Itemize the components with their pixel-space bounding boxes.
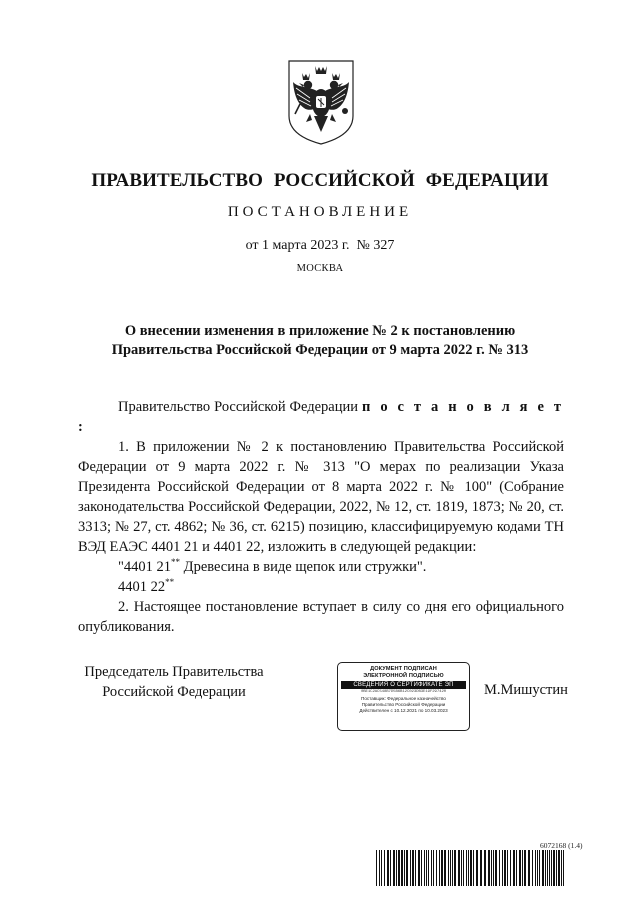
barcode-stripe	[448, 850, 449, 886]
barcode-stripe	[513, 850, 515, 886]
barcode-stripe	[499, 850, 500, 886]
barcode-stripe	[502, 850, 503, 886]
barcode-stripe	[488, 850, 490, 886]
barcode-stripe	[507, 850, 508, 886]
date-number-line	[0, 238, 640, 254]
barcode-stripe	[436, 850, 437, 886]
barcode-stripe	[433, 850, 434, 886]
stamp-title	[338, 666, 469, 680]
barcode-stripe	[524, 850, 526, 886]
barcode-stripe	[415, 850, 416, 886]
electronic-signature-stamp	[337, 662, 470, 731]
barcode-stripe	[381, 850, 382, 886]
stamp-certificate-bar: СВЕДЕНИЯ О СЕРТИФИКАТЕ ЭП	[341, 681, 466, 689]
barcode-stripe	[510, 850, 511, 886]
barcode	[376, 850, 564, 886]
barcode-stripe	[396, 850, 397, 886]
barcode-stripe	[390, 850, 391, 886]
barcode-stripe	[522, 850, 523, 886]
heading-line-1: О внесении изменения в приложение № 2 к постановлению	[124, 323, 516, 339]
barcode-stripe	[418, 850, 420, 886]
barcode-stripe	[542, 850, 544, 886]
barcode-stripe	[476, 850, 478, 886]
paragraph-2: 2. Настоящее постановление вступает в силу со дня его официального опубликования.	[78, 599, 564, 635]
document-type: ПОСТАНОВЛЕНИЕ	[227, 204, 413, 220]
barcode-stripe	[410, 850, 411, 886]
barcode-stripe	[532, 850, 533, 886]
signer-position-line-1: Председатель Правительства	[84, 664, 264, 680]
barcode-stripe	[398, 850, 400, 886]
barcode-stripe	[454, 850, 456, 886]
barcode-stripe	[431, 850, 432, 886]
barcode-stripe	[545, 850, 546, 886]
barcode-stripe	[491, 850, 492, 886]
barcode-stripe	[401, 850, 403, 886]
barcode-stripe	[404, 850, 405, 886]
barcode-stripe	[452, 850, 453, 886]
barcode-stripe	[379, 850, 380, 886]
code-2-footnote-mark: **	[165, 577, 175, 587]
barcode-stripe	[480, 850, 482, 886]
barcode-stripe	[376, 850, 377, 886]
barcode-stripe	[484, 850, 486, 886]
paragraph-1: 1. В приложении № 2 к постановлению Правительства Российской Федерации от 9 марта 2022 г. № 313 "О мерах по реализации Указа Президента Российской Федерации от 8 марта 2022 г. № 100" (Собрание законодательства Российской Федерации, 2022, № 12, ст. 1819, 1873; № 20, ст. 3313; № 27, ст. 4862; № 36, ст. 6215) позицию, классифицируемую кодами ТН ВЭД ЕАЭС 4401 21 и 4401 22, изложить в следующей редакции:	[78, 439, 564, 555]
code-line-2	[78, 577, 564, 597]
barcode-stripe	[563, 850, 564, 886]
barcode-stripe	[421, 850, 422, 886]
barcode-stripe	[406, 850, 408, 886]
barcode-stripe	[495, 850, 497, 886]
barcode-stripe	[384, 850, 385, 886]
barcode-stripe	[504, 850, 506, 886]
code-2-number: 4401 22	[118, 579, 166, 595]
stamp-title-line-2: ЭЛЕКТРОННОЙ ПОДПИСЬЮ	[363, 673, 444, 679]
barcode-stripe	[466, 850, 467, 886]
barcode-stripe	[463, 850, 464, 886]
barcode-stripe	[539, 850, 540, 886]
code-line-1	[78, 557, 564, 577]
barcode-stripe	[537, 850, 538, 886]
barcode-stripe	[441, 850, 443, 886]
stamp-serial: 0BE1C2AC548B7D5B6B12C023DB3E19F297420	[360, 690, 447, 694]
barcode-stripe	[450, 850, 451, 886]
barcode-stripe	[412, 850, 414, 886]
barcode-stripe	[553, 850, 555, 886]
code-1-description: Древесина в виде щепок или стружки".	[180, 559, 427, 575]
document-heading	[60, 322, 580, 360]
heading-line-2: Правительства Российской Федерации от 9 марта 2022 г. № 313	[111, 342, 529, 358]
signer-position	[74, 662, 274, 702]
barcode-stripe	[551, 850, 552, 886]
stamp-validity: Действителен с 10.12.2021 по 10.03.2023	[359, 708, 448, 714]
barcode-stripe	[387, 850, 389, 886]
document-date: от 1 марта 2023 г.	[245, 238, 350, 253]
barcode-stripe	[393, 850, 395, 886]
barcode-stripe	[439, 850, 440, 886]
barcode-stripe	[519, 850, 521, 886]
barcode-stripe	[470, 850, 472, 886]
government-title: ПРАВИТЕЛЬСТВО РОССИЙСКОЙ ФЕДЕРАЦИИ	[91, 170, 549, 191]
barcode-stripe	[461, 850, 462, 886]
barcode-stripe	[535, 850, 536, 886]
document-number: № 327	[356, 238, 395, 253]
stamp-issuer-line-1: Поставщик: Федеральное казначейство	[361, 696, 446, 701]
barcode-stripe	[493, 850, 494, 886]
decree-keyword: п о с т а н о в л я е т :	[78, 399, 565, 435]
intro-paragraph	[78, 397, 564, 437]
signer-name: М.Мишустин	[484, 682, 568, 698]
code-1-footnote-mark: **	[171, 557, 181, 567]
intro-text: Правительство Российской Федерации	[118, 399, 362, 415]
barcode-number: 6072168 (1.4)	[540, 841, 583, 850]
code-1-number: "4401 21	[118, 559, 172, 575]
city-label: МОСКВА	[296, 263, 344, 274]
barcode-stripe	[426, 850, 427, 886]
barcode-stripe	[528, 850, 530, 886]
barcode-stripe	[428, 850, 429, 886]
barcode-stripe	[556, 850, 557, 886]
barcode-stripe	[468, 850, 469, 886]
barcode-stripe	[516, 850, 517, 886]
barcode-stripe	[547, 850, 548, 886]
barcode-stripe	[444, 850, 446, 886]
document-body	[78, 397, 564, 637]
barcode-stripe	[561, 850, 562, 886]
barcode-stripe	[424, 850, 425, 886]
coat-of-arms-emblem	[286, 58, 356, 146]
signer-position-line-2: Российской Федерации	[102, 684, 246, 700]
stamp-title-line-1: ДОКУМЕНТ ПОДПИСАН	[370, 666, 437, 672]
barcode-stripe	[473, 850, 474, 886]
stamp-issuer-line-2: Правительство Российской Федерации	[361, 702, 446, 708]
barcode-stripe	[558, 850, 560, 886]
barcode-stripe	[458, 850, 460, 886]
barcode-stripe	[549, 850, 550, 886]
